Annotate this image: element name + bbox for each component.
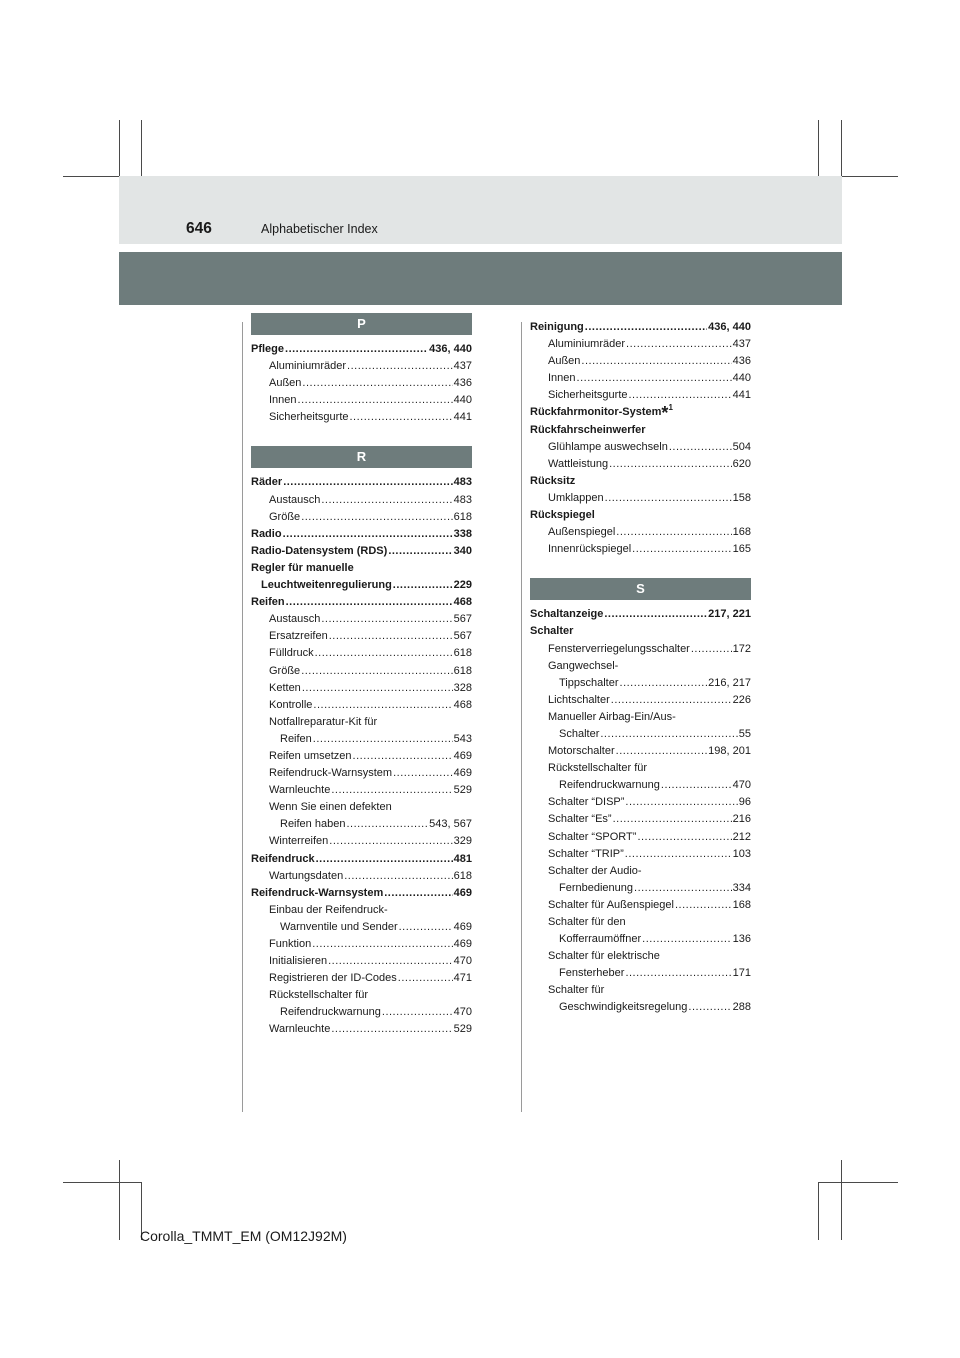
index-entry: Innen ..... 440 (530, 370, 751, 387)
index-entry-continued: Reifen ..... 543 (251, 731, 472, 748)
index-entry: Rückfahrmonitor-System*$^1$ (530, 403, 673, 424)
index-entry-continued: Schalter ..... 55 (530, 726, 751, 743)
left-column (251, 313, 472, 1039)
index-entry-continued: Reifendruckwarnung ..... 470 (251, 1004, 472, 1021)
index-entry: Rückstellschalter für (548, 762, 648, 775)
footer-document-code: Corolla_TMMT_EM (OM12J92M) (140, 1228, 347, 1244)
index-entry-continued: Reifendruckwarnung ..... 470 (530, 777, 751, 794)
index-entry: Innenrückspiegel ..... 165 (530, 541, 751, 558)
index-entry: Reifendruck ..... 481 (251, 851, 472, 868)
index-entry-continued: Fensterheber ..... 171 (530, 965, 751, 982)
index-entry: Rückspiegel (530, 509, 595, 522)
page-number: 646 (186, 220, 212, 237)
index-entry: Kontrolle ..... 468 (251, 697, 472, 714)
index-entry: Rücksitz (530, 474, 576, 487)
index-entry-continued: Leuchtweitenregulierung ..... 229 (251, 577, 472, 594)
index-entry: Sicherheitsgurte ..... 441 (530, 387, 751, 404)
index-entry: Initialisieren ..... 470 (251, 953, 472, 970)
crop-mark-br-v1 (818, 1182, 819, 1240)
index-entry: Aluminiumräder ..... 437 (251, 358, 472, 375)
index-entry: Schalter “SPORT” ..... 212 (530, 829, 751, 846)
header-band (119, 176, 842, 244)
section-r-entries (251, 474, 472, 1038)
column-rule-left (242, 322, 243, 1112)
index-entry: Reinigung ..... 436, 440 (530, 319, 751, 336)
section-header-p: P (251, 313, 472, 335)
index-entry: Umklappen ..... 158 (530, 490, 751, 507)
index-entry: Sicherheitsgurte ..... 441 (251, 409, 472, 426)
section-header-s: S (530, 578, 751, 600)
page-title: Alphabetischer Index (261, 222, 378, 236)
crop-mark-bl-v1 (119, 1160, 120, 1240)
index-entry: Fülldruck ..... 618 (251, 645, 472, 662)
index-entry: Schalter “DISP” ..... 96 (530, 794, 751, 811)
index-entry: Außen ..... 436 (251, 375, 472, 392)
right-column (530, 319, 751, 1017)
index-entry: Räder ..... 483 (251, 474, 472, 491)
index-entry: Schaltanzeige ..... 217, 221 (530, 606, 751, 623)
index-entry: Schalter für (548, 984, 605, 997)
section-header-r: R (251, 446, 472, 468)
footnote-number: 1 (668, 403, 673, 413)
index-entry: Motorschalter ..... 198, 201 (530, 743, 751, 760)
index-entry: Lichtschalter ..... 226 (530, 692, 751, 709)
index-entry: Reifen umsetzen ..... 469 (251, 748, 472, 765)
crop-mark-bl-h (63, 1182, 141, 1183)
section-r-continued-entries (530, 319, 751, 558)
index-entry: Winterreifen ..... 329 (251, 833, 472, 850)
section-p-entries (251, 341, 472, 426)
index-entry: Wattleistung ..... 620 (530, 456, 751, 473)
index-entry: Schalter der Audio- (548, 864, 642, 877)
index-entry: Wartungsdaten ..... 618 (251, 868, 472, 885)
index-entry: Radio-Datensystem (RDS) ..... 340 (251, 543, 472, 560)
index-entry-continued: Kofferraumöffner ..... 136 (530, 931, 751, 948)
index-entry: Aluminiumräder ..... 437 (530, 336, 751, 353)
index-entry: Funktion ..... 469 (251, 936, 472, 953)
index-entry: Außen ..... 436 (530, 353, 751, 370)
index-entry: Innen ..... 440 (251, 392, 472, 409)
index-entry: Größe ..... 618 (251, 509, 472, 526)
index-entry: Manueller Airbag-Ein/Aus- (548, 710, 676, 723)
index-entry: Reifen ..... 468 (251, 594, 472, 611)
index-entry: Austausch ..... 567 (251, 611, 472, 628)
index-entry: Registrieren der ID-Codes ..... 471 (251, 970, 472, 987)
index-entry: Außenspiegel ..... 168 (530, 524, 751, 541)
index-entry-continued: Reifen haben ..... 543, 567 (251, 816, 472, 833)
index-entry: Warnleuchte ..... 529 (251, 782, 472, 799)
index-entry: Reifendruck-Warnsystem ..... 469 (251, 885, 472, 902)
index-entry: Schalter für elektrische (548, 950, 660, 963)
index-entry-continued: Warnventile und Sender ..... 469 (251, 919, 472, 936)
index-entry: Pflege ..... 436, 440 (251, 341, 472, 358)
index-entry: Glühlampe auswechseln ..... 504 (530, 439, 751, 456)
column-rule-middle (521, 322, 522, 1112)
index-entry: Ersatzreifen ..... 567 (251, 628, 472, 645)
index-entry: Wenn Sie einen defekten (269, 801, 392, 814)
index-entry: Ketten ..... 328 (251, 680, 472, 697)
index-entry: Fensterverriegelungsschalter ..... 172 (530, 641, 751, 658)
index-entry-continued: Tippschalter ..... 216, 217 (530, 675, 751, 692)
index-entry: Rückfahrscheinwerfer (530, 423, 646, 436)
index-entry: Größe ..... 618 (251, 663, 472, 680)
crop-mark-br-h (818, 1182, 898, 1183)
index-entry: Reifendruck-Warnsystem ..... 469 (251, 765, 472, 782)
index-entry: Schalter “Es” ..... 216 (530, 811, 751, 828)
index-entry: Schalter für Außenspiegel ..... 168 (530, 897, 751, 914)
section-banner (119, 252, 842, 305)
index-entry-continued: Geschwindigkeitsregelung ..... 288 (530, 999, 751, 1016)
index-entry: Einbau der Reifendruck- (269, 903, 388, 916)
index-entry: Warnleuchte ..... 529 (251, 1021, 472, 1038)
index-entry: Schalter “TRIP” ..... 103 (530, 846, 751, 863)
index-entry: Schalter (530, 625, 574, 638)
footnote-star: * (661, 403, 669, 424)
section-s-entries (530, 606, 751, 1016)
index-entry: Austausch ..... 483 (251, 492, 472, 509)
index-entry-continued: Fernbedienung ..... 334 (530, 880, 751, 897)
crop-mark-br-v2 (841, 1160, 842, 1240)
index-entry: Notfallreparatur-Kit für (269, 715, 378, 728)
index-entry: Regler für manuelle (251, 561, 354, 574)
index-entry: Radio ..... 338 (251, 526, 472, 543)
index-entry: Gangwechsel- (548, 659, 619, 672)
index-entry: Rückstellschalter für (269, 989, 369, 1002)
index-entry: Schalter für den (548, 916, 626, 928)
